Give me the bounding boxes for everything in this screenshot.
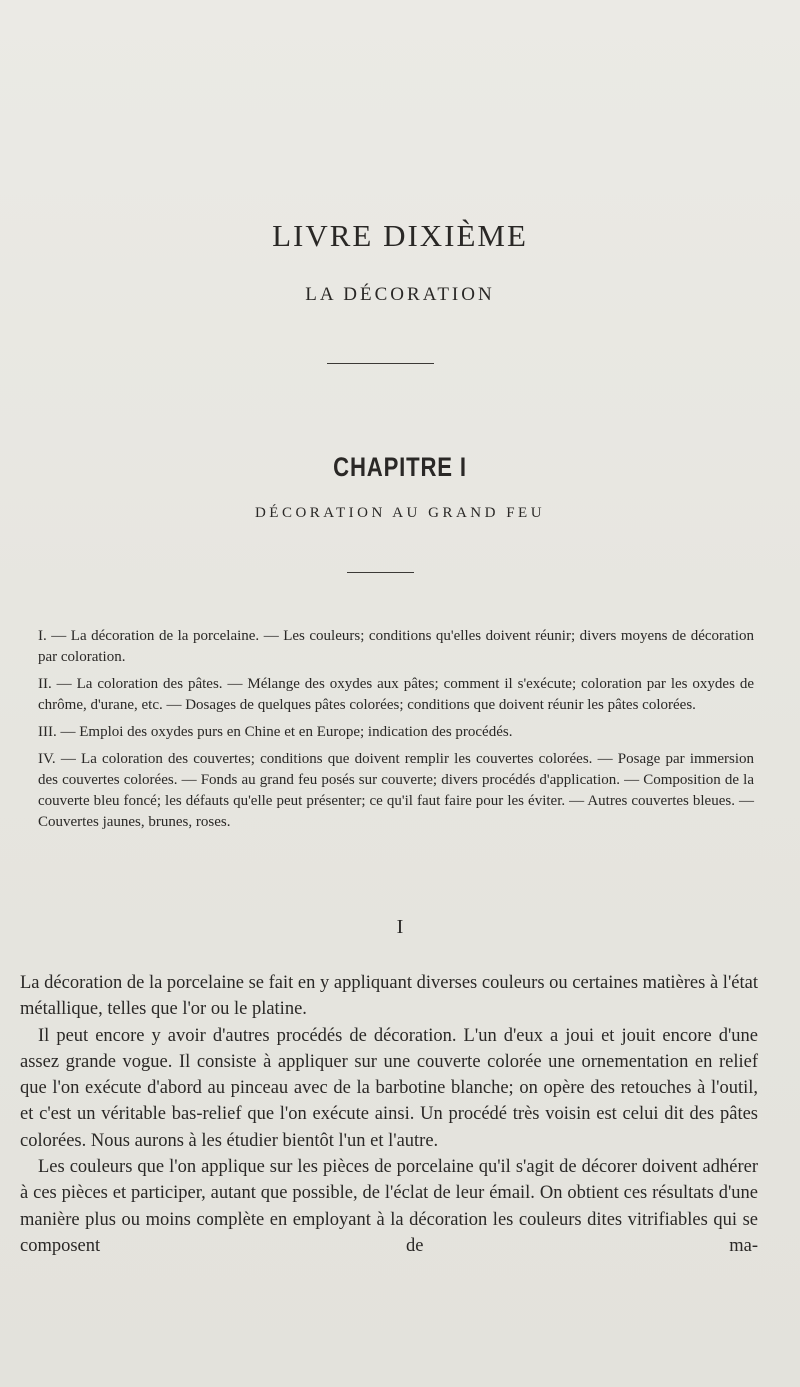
- paragraph: La décoration de la porcelaine se fait en y appliquant diverses couleurs ou certaines matières à l'état métallique, telles que l'or ou le platine.: [20, 973, 758, 1020]
- divider-rule: [347, 572, 414, 573]
- body-text: [20, 970, 758, 1259]
- paragraph: Les couleurs que l'on applique sur les pièces de porcelaine qu'il s'agit de décorer doivent adhérer à ces pièces et participer, autant que possible, de l'éclat de leur émail. On obtient ces résultats d'une manière plus ou moins complète en employant à la décoration les couleurs dites vitrifiables qui se composent de ma-: [20, 1157, 758, 1256]
- paragraph: Il peut encore y avoir d'autres procédés de décoration. L'un d'eux a joui et jouit encore d'une assez grande vogue. Il consiste à appliquer sur une couverte colorée une ornementation en relief que l'on exécute d'abord au pinceau avec de la barbotine blanche; on opère des retouches à l'outil, et c'est un véritable bas-relief que l'on exécute ainsi. Un procédé très voisin est celui dit des pâtes colorées. Nous aurons à les étudier bientôt l'un et l'autre.: [20, 1025, 758, 1151]
- chapter-title: CHAPITRE I: [333, 452, 467, 482]
- chapter-summary: [38, 626, 754, 839]
- summary-item: IV. — La coloration des couvertes; conditions que doivent remplir les couvertes colorées. — Posage par immersion des couvertes colorées. — Fonds au grand feu posés sur couverte; divers procédés d'application. — Composition de la couverte bleu foncé; les défauts qu'elle peut présenter; ce qu'il faut faire pour les éviter. — Autres couvertes bleues. — Couvertes jaunes, brunes, roses.: [38, 751, 754, 830]
- summary-item: I. — La décoration de la porcelaine. — Les couleurs; conditions qu'elles doivent réunir; divers moyens de décoration par coloration.: [38, 628, 754, 665]
- summary-item: III. — Emploi des oxydes purs en Chine et en Europe; indication des procédés.: [38, 724, 513, 740]
- section-numeral: I: [396, 916, 404, 938]
- summary-item: II. — La coloration des pâtes. — Mélange des oxydes aux pâtes; comment il s'exécute; coloration par les oxydes de chrôme, d'urane, etc. — Dosages de quelques pâtes colorées; conditions que doivent réunir les pâtes colorées.: [38, 676, 754, 713]
- divider-rule: [327, 363, 434, 364]
- book-subtitle: LA DÉCORATION: [305, 284, 495, 305]
- book-title: LIVRE DIXIÈME: [272, 218, 528, 253]
- chapter-subtitle: DÉCORATION AU GRAND FEU: [254, 505, 546, 521]
